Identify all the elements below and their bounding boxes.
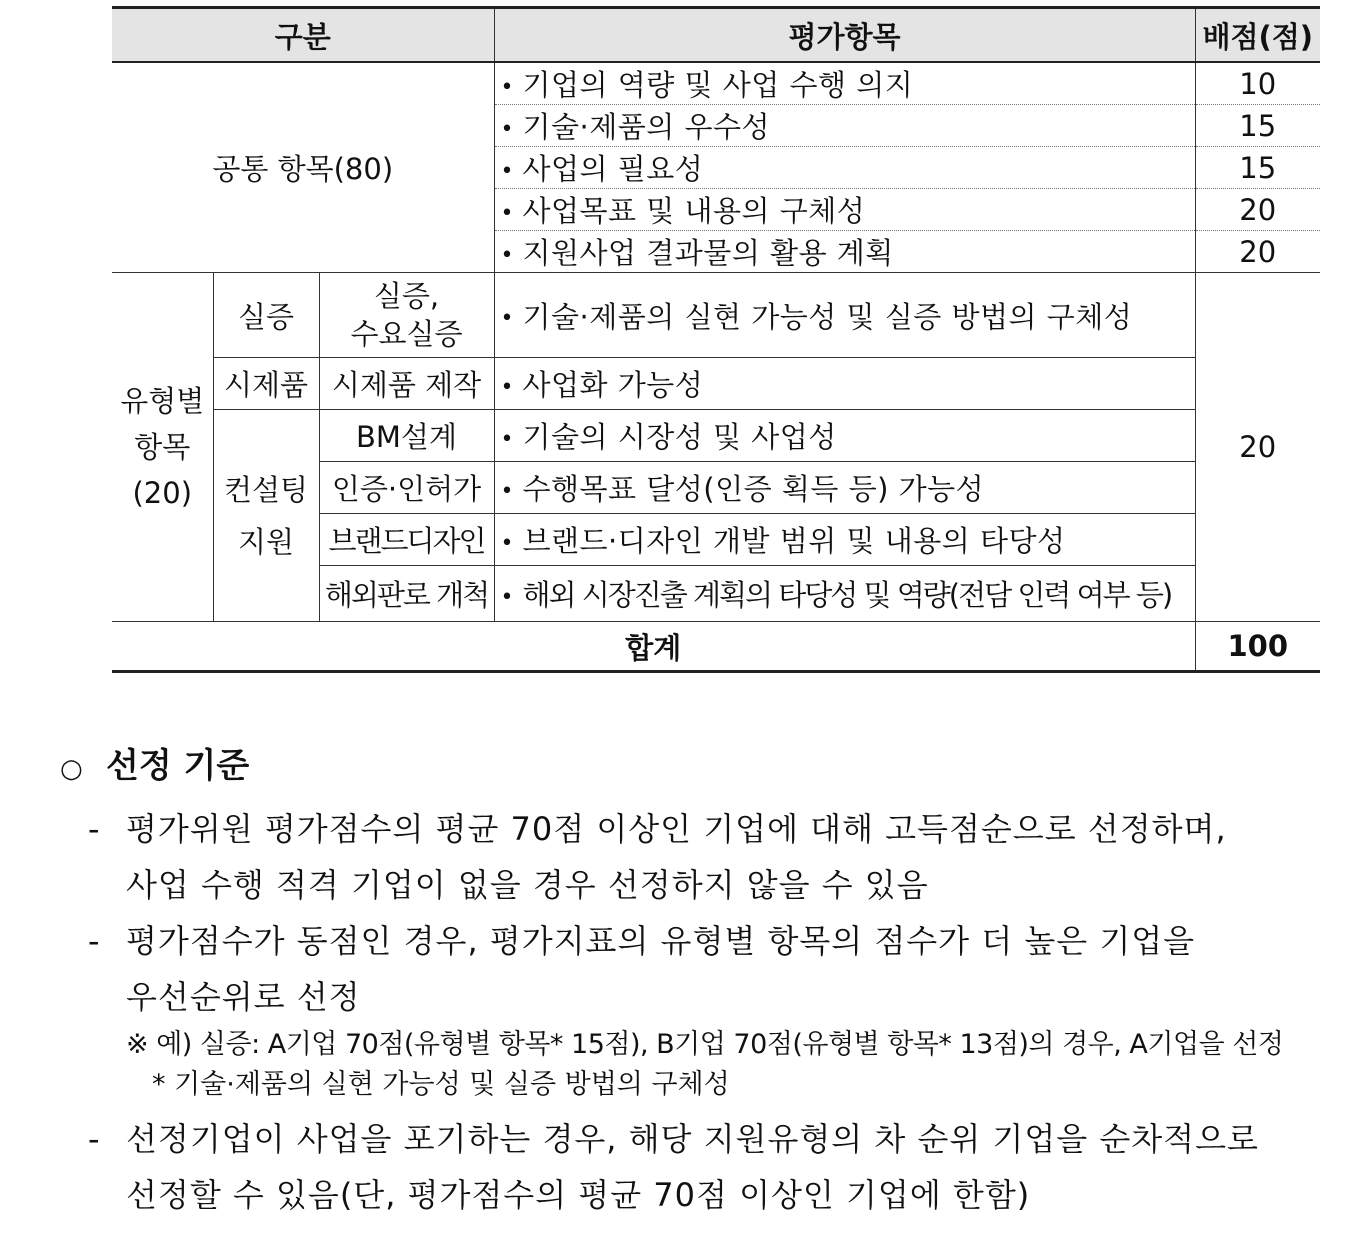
example-note: ※ 예) 실증: A기업 70점(유형별 항목* 15점), B기업 70점(유형별 항목* 13점)의 경우, A기업을 선정	[126, 1029, 1284, 1060]
eval-item: • 기업의 역량 및 사업 수행 의지	[494, 62, 1195, 105]
example-footnote: * 기술·제품의 실현 가능성 및 실증 방법의 구체성	[152, 1069, 730, 1100]
eval-item: • 브랜드·디자인 개발 범위 및 내용의 타당성	[494, 514, 1195, 566]
header-item: 평가항목	[494, 8, 1195, 63]
criteria-title: 선정 기준	[106, 746, 250, 786]
dash-marker: -	[88, 1120, 101, 1158]
header-category: 구분	[112, 8, 494, 63]
circle-marker-icon: ○	[60, 754, 83, 784]
table-row	[112, 410, 1320, 462]
eval-item: • 수행목표 달성(인증 획득 등) 가능성	[494, 462, 1195, 514]
dash-marker: -	[88, 922, 101, 960]
type-demo: 실증	[213, 273, 319, 358]
eval-score: 15	[1195, 147, 1320, 189]
subtype-consulting: 해외판로 개척	[319, 566, 494, 622]
subtype-consulting: 브랜드디자인	[319, 514, 494, 566]
selection-criteria	[60, 738, 1330, 1223]
eval-item: • 사업목표 및 내용의 구체성	[494, 189, 1195, 231]
table-header-row	[112, 8, 1320, 63]
eval-item: • 기술·제품의 실현 가능성 및 실증 방법의 구체성	[494, 273, 1195, 358]
type-consulting: 컨설팅 지원	[213, 410, 319, 622]
criteria-item: - 평가점수가 동점인 경우, 평가지표의 유형별 항목의 점수가 더 높은 기업을 우선순위로 선정	[60, 913, 1330, 1025]
subtype-consulting: BM설계	[319, 410, 494, 462]
table-row	[112, 273, 1320, 358]
eval-item: • 해외 시장진출 계획의 타당성 및 역량(전담 인력 여부 등)	[494, 566, 1195, 622]
eval-item: • 기술의 시장성 및 사업성	[494, 410, 1195, 462]
dash-marker: -	[88, 810, 101, 848]
subtype-prototype: 시제품 제작	[319, 358, 494, 410]
evaluation-table	[112, 6, 1320, 673]
eval-item: • 지원사업 결과물의 활용 계획	[494, 231, 1195, 273]
type-prototype: 시제품	[213, 358, 319, 410]
subtype-demo: 실증, 수요실증	[319, 273, 494, 358]
eval-item: • 사업의 필요성	[494, 147, 1195, 189]
header-score: 배점(점)	[1195, 8, 1320, 63]
criteria-heading	[60, 738, 1330, 797]
criteria-item: - 평가위원 평가점수의 평균 70점 이상인 기업에 대해 고득점순으로 선정하며, 사업 수행 적격 기업이 없을 경우 선정하지 않을 수 있음	[60, 801, 1330, 913]
subtype-consulting: 인증·인허가	[319, 462, 494, 514]
total-row	[112, 622, 1320, 672]
eval-item: • 기술·제품의 우수성	[494, 105, 1195, 147]
total-label: 합계	[112, 622, 1195, 672]
eval-score: 20	[1195, 231, 1320, 273]
typed-label: 유형별 항목 (20)	[112, 273, 213, 622]
table-row	[112, 62, 1320, 105]
table-row	[112, 358, 1320, 410]
criteria-item: - 선정기업이 사업을 포기하는 경우, 해당 지원유형의 차 순위 기업을 순차적으로 선정할 수 있음(단, 평가점수의 평균 70점 이상인 기업에 한함)	[60, 1111, 1330, 1223]
eval-score: 10	[1195, 62, 1320, 105]
common-label: 공통 항목(80)	[112, 62, 494, 273]
typed-score: 20	[1195, 273, 1320, 622]
eval-score: 20	[1195, 189, 1320, 231]
eval-score: 15	[1195, 105, 1320, 147]
total-score: 100	[1195, 622, 1320, 672]
eval-item: • 사업화 가능성	[494, 358, 1195, 410]
